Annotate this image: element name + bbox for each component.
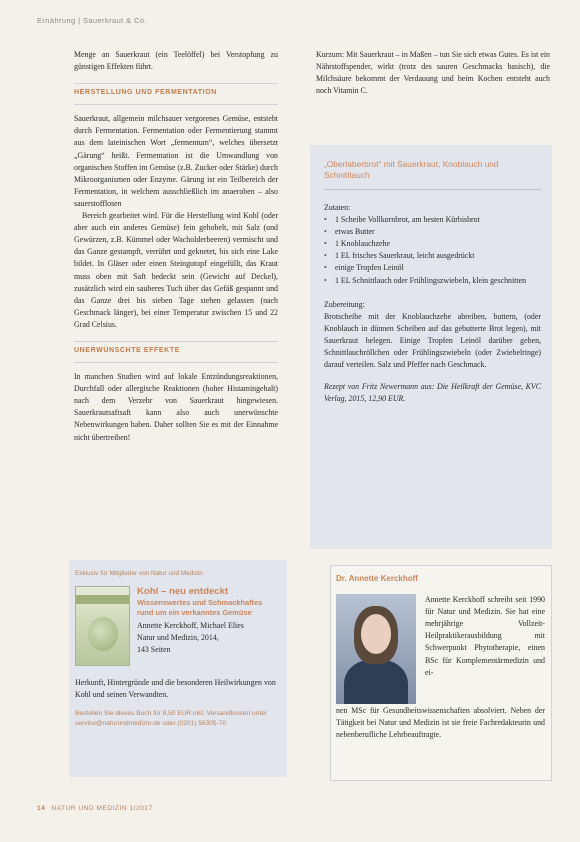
fermentation-paragraph-2: Bereich gearbeitet wird. Für die Herstellung wird Kohl (oder aber auch ein anderes Gemüse) fein gehobelt, mit Salz (und Gewürzen, z.B. Kümmel oder Wacholderbeeren) vermischt und das Ganze gestampft, verrührt und geknetet, bis sich eine Lake bildet. In Gläser oder einen Steingutopf eingefüllt, das Kraut muss oben mit Saft bedeckt sein (Gewicht auf Deckel), zusätzlich wird ein sauberes Tuch über das Gefäß gespannt und das Ganze drei bis sieben Tage stehen gelassen (nach Geschmack länger), bei einer Temperatur zwischen 15 und 22 Grad Celsius. [74, 211, 278, 329]
author-box [330, 565, 552, 781]
section-title-side-effects: UNERWÜNSCHTE EFFEKTE [74, 341, 278, 363]
book-heading: Exklusiv für Mitglieder von Natur und Medizin [75, 570, 203, 577]
preparation-label: Zubereitung: [324, 299, 365, 309]
book-subtitle: Wissenswertes und Schmackhaftes rund um ein verkanntes Gemüse [137, 598, 263, 618]
recipe-source: Rezept von Fritz Newermann aus: Die Heilkraft der Gemüse, KVC Verlag, 2015, 12,90 EUR. [324, 382, 541, 404]
book-pages: 143 Seiten [137, 644, 171, 654]
right-column [316, 49, 550, 97]
book-cover-image [75, 586, 130, 666]
ingredient-item: • 1 Knoblauchzehe [324, 238, 541, 250]
page-footer [37, 805, 153, 812]
fermentation-paragraph-1: Sauerkraut, allgemein milchsauer vergorenes Gemüse, entsteht durch Fermentation. Fermentation oder Fermentierung stammt aus dem lateinischen Wort „fermentum“, welches übersetzt „Gärung“ heißt. Fermentation ist die Umwandlung von organischen Stoffen im Gemüse (z.B. Zucker oder Stärke) durch Mikroorganismen oder Enzyme. Gärung ist ein Teilbereich der Fermentation, in welchem ausschließlich im anaeroben – also sauerstofflosen [74, 114, 278, 208]
author-name: Dr. Annette Kerckhoff [336, 574, 418, 583]
book-order-note: Bestellen Sie dieses Buch für 8,50 EUR inkl. Versandkosten unter service@naturundmedizin.de oder (0201) 56305-70 [75, 710, 268, 728]
ingredient-item: • 1 EL Schnittlauch oder Frühlingszwiebeln, klein geschnitten [324, 275, 541, 287]
side-effects-paragraph: In manchen Studien wird auf lokale Entzündungsreaktionen, Durchfall oder allergische Reaktionen (hoher Histamingehalt) nach dem Verzehr von Sauerkraut hingewiesen. Sauerkrautsaftsaft kann also auch unerwünschte Nebenwirkungen haben. Daher sollten Sie es mit der Einnahme nicht übertreiben! [74, 372, 278, 442]
ingredient-item: • 1 EL frisches Sauerkraut, leicht ausgedrückt [324, 250, 541, 262]
recipe-box [310, 145, 552, 549]
author-bio-1: Annette Kerckhoff schreibt seit 1990 für Natur und Medizin. Sie hat eine mehrjährige Vollzeit-Heilpraktikerausbildung mit Schwerpunkt Phytotherapie, einen BSc für Komplementärmedizin und ei- [425, 595, 545, 677]
left-column [74, 49, 278, 444]
book-title: Kohl – neu entdeckt [137, 586, 229, 598]
book-publisher: Natur und Medizin, 2014, [137, 632, 219, 642]
recipe-title: „Oberlaberbrot“ mit Sauerkraut, Knoblauch und Schnittlauch [324, 159, 541, 190]
book-box [69, 560, 287, 777]
section-title-fermentation: HERSTELLUNG UND FERMENTATION [74, 83, 278, 105]
ingredient-item: • etwas Butter [324, 226, 541, 238]
conclusion-paragraph: Kurzum: Mit Sauerkraut – in Maßen – tun Sie sich etwas Gutes. Es ist ein Nährstoffspender, wirkt (trotz des sauren Geschmacks basisch), die Milchsäure bekommt der Verdauung und beim Kochen entsteht auch noch Vitamin C. [316, 50, 550, 96]
page-number: 14 [37, 805, 46, 812]
magazine-issue: NATUR UND MEDIZIN 1/2017 [51, 805, 153, 812]
ingredients-list [324, 214, 541, 287]
ingredient-item: • 1 Scheibe Vollkornbrot, am besten Kürbisbrot [324, 214, 541, 226]
book-description: Herkunft, Hintergründe und die besonderen Heilwirkungen von Kohl und seinen Verwandten. [75, 678, 276, 700]
author-bio-2: nen MSc für Gesundheitswissenschaften absolviert. Neben der Tätigkeit bei Natur und Medizin ist sie freie Fachredakteurin und nebenberufliche Lehrbeauftragte. [336, 706, 545, 740]
book-authors: Annette Kerckhoff, Michael Elies [137, 620, 244, 630]
ingredients-label: Zutaten: [324, 203, 351, 212]
preparation-text: Brotscheibe mit der Knoblauchzehe abreiben, buttern, (oder Knoblauch in dünnen Scheiben auf das gebutterte Brot legen), mit Sauerkraut belegen. Einige Tropfen Leinöl darüber geben, Schnittlauchröllchen oder Frühlingszwiebeln (oder Zwiebelringe) darauf verteilen. Salz und Pfeffer nach Geschmack. [324, 311, 541, 370]
running-header: Ernährung | Sauerkraut & Co. [37, 16, 147, 25]
ingredient-item: • einige Tropfen Leinöl [324, 262, 541, 274]
intro-paragraph: Menge an Sauerkraut (ein Teelöffel) bei Verstopfung zu günstigen Effekten führt. [74, 50, 278, 72]
author-photo [336, 594, 416, 704]
